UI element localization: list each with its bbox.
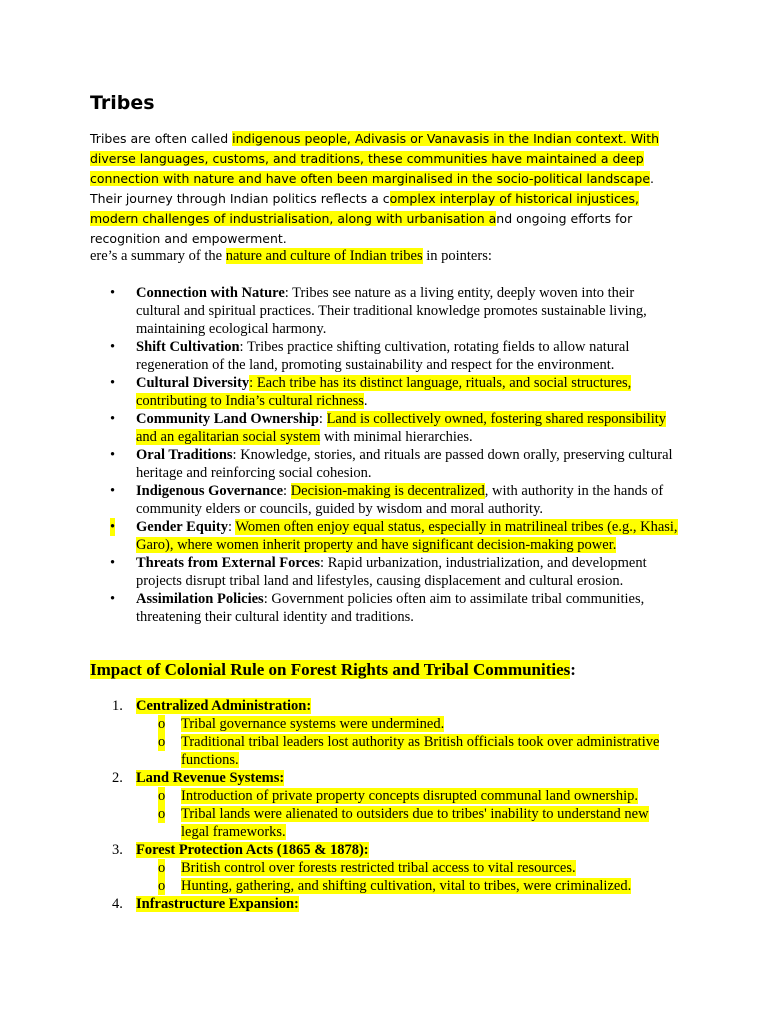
bullet-icon: • <box>110 447 116 463</box>
pointer-text: . <box>363 393 368 409</box>
pointer-highlight: Women often enjoy equal status, especially in matrilineal tribes (e.g., Khasi, Garo), where women inherit property and have significant decision-making power. <box>136 519 678 553</box>
impact-number: 4. <box>112 896 123 912</box>
sub-item <box>136 787 680 805</box>
sub-item-text: Tribal lands were alienated to outsiders due to tribes' inability to understand new legal frameworks. <box>181 806 649 840</box>
summary-text: ere’s a summary of the <box>90 248 226 264</box>
pointer-term: Cultural Diversity <box>136 375 250 391</box>
summary-highlight: nature and culture of Indian tribes <box>225 248 423 264</box>
bullet-icon: • <box>110 411 116 427</box>
pointer-text: , with authority in the hands of community elders or councils, guided by wisdom and moral authority. <box>136 483 664 517</box>
bullet-icon: • <box>110 483 116 499</box>
impact-heading-colon: : <box>570 660 576 679</box>
summary-text: in pointers: <box>422 248 492 264</box>
sub-item-text: Tribal governance systems were undermined. <box>181 716 445 732</box>
pointer-text: Knowledge, stories, and rituals are passed down orally, preserving cultural heritage and reinforcing social cohesion. <box>136 447 673 481</box>
sub-item-text: Traditional tribal leaders lost authority as British officials took over administrative functions. <box>181 734 660 768</box>
sub-bullet-icon: o <box>158 734 166 750</box>
impact-number: 3. <box>112 842 123 858</box>
pointer-list <box>90 284 680 626</box>
impact-item <box>90 697 680 769</box>
intro-highlight: indigenous people, Adivasis or Vanavasis in the Indian context. With diverse languages, customs, and traditions, these communities have maintained a deep connection with nature and have often been marginalised in the socio-political landscape <box>90 131 660 186</box>
sub-bullet-icon: o <box>158 716 166 732</box>
impact-sublist <box>136 787 680 841</box>
pointer-highlight: Land is collectively owned, fostering shared responsibility and an egalitarian social system <box>136 411 667 445</box>
intro-paragraph <box>90 129 680 249</box>
pointer-text: Government policies often aim to assimilate tribal communities, threatening their cultural identity and traditions. <box>136 591 645 625</box>
bullet-icon: • <box>110 519 116 535</box>
intro-text: nd ongoing efforts for recognition and empowerment. <box>90 211 633 246</box>
list-item <box>90 482 680 518</box>
list-item <box>90 590 680 626</box>
sub-item-text: British control over forests restricted tribal access to vital resources. <box>181 860 576 876</box>
impact-title: Land Revenue Systems: <box>136 770 285 786</box>
pointer-term: Gender Equity <box>136 519 228 535</box>
sub-item <box>136 733 680 769</box>
list-item <box>90 446 680 482</box>
sub-item-text: Introduction of private property concepts disrupted communal land ownership. <box>181 788 639 804</box>
pointer-separator: : <box>284 285 293 301</box>
impact-sublist <box>136 859 680 895</box>
pointer-separator: : <box>320 555 328 571</box>
sub-item <box>136 715 680 733</box>
pointer-term: Indigenous Governance <box>136 483 284 499</box>
pointer-text: Tribes see nature as a living entity, deeply woven into their cultural and spiritual practices. Their traditional knowledge promotes sustainable living, maintaining ecological harmony. <box>136 285 647 337</box>
summary-line <box>90 246 492 266</box>
pointer-text: with minimal hierarchies. <box>320 429 473 445</box>
sub-item-text: Hunting, gathering, and shifting cultivation, vital to tribes, were criminalized. <box>181 878 632 894</box>
list-item <box>90 554 680 590</box>
intro-text: Tribes are often called <box>90 131 233 146</box>
sub-item <box>136 805 680 841</box>
bullet-icon: • <box>110 375 116 391</box>
pointer-highlight: Decision-making is decentralized <box>290 483 485 499</box>
list-item <box>90 374 680 410</box>
impact-list <box>90 697 680 913</box>
pointer-separator: : <box>263 591 272 607</box>
pointer-highlight: : Each tribe has its distinct language, rituals, and social structures, contributing to India’s cultural richness <box>136 375 632 409</box>
pointer-text: Rapid urbanization, industrialization, and development projects disrupt tribal land and lifestyles, causing displacement and cultural erosion. <box>136 555 647 589</box>
pointer-term: Assimilation Policies <box>136 591 264 607</box>
impact-sublist <box>136 715 680 769</box>
page-title: Tribes <box>90 92 155 114</box>
pointer-text: Tribes practice shifting cultivation, rotating fields to allow natural regeneration of the land, promoting sustainability and respect for the environment. <box>136 339 630 373</box>
sub-bullet-icon: o <box>158 788 166 804</box>
sub-item <box>136 859 680 877</box>
intro-text: . Their journey through Indian politics reflects a c <box>90 171 655 206</box>
impact-title: Forest Protection Acts (1865 & 1878): <box>136 842 369 858</box>
list-item <box>90 338 680 374</box>
sub-bullet-icon: o <box>158 878 166 894</box>
bullet-icon: • <box>110 285 116 301</box>
impact-item <box>90 769 680 841</box>
impact-heading <box>90 658 576 682</box>
pointer-separator: : <box>283 483 291 499</box>
impact-number: 1. <box>112 698 123 714</box>
impact-item <box>90 895 680 913</box>
pointer-term: Oral Traditions <box>136 447 233 463</box>
sub-bullet-icon: o <box>158 860 166 876</box>
bullet-icon: • <box>110 339 116 355</box>
pointer-separator: : <box>232 447 241 463</box>
pointer-separator: : <box>227 519 236 535</box>
impact-title: Infrastructure Expansion: <box>136 896 299 912</box>
impact-heading-text: Impact of Colonial Rule on Forest Rights and Tribal Communities <box>90 660 571 679</box>
pointer-term: Connection with Nature <box>136 285 285 301</box>
impact-item <box>90 841 680 895</box>
pointer-term: Community Land Ownership <box>136 411 319 427</box>
pointer-separator: : <box>239 339 244 355</box>
pointer-term: Threats from External Forces <box>136 555 321 571</box>
bullet-icon: • <box>110 591 116 607</box>
list-item <box>90 518 680 554</box>
impact-title: Centralized Administration: <box>136 698 312 714</box>
impact-number: 2. <box>112 770 123 786</box>
sub-item <box>136 877 680 895</box>
pointer-term: Shift Cultivation <box>136 339 240 355</box>
list-item <box>90 284 680 338</box>
intro-highlight: omplex interplay of historical injustices, modern challenges of industrialisation, along with urbanisation a <box>90 191 640 226</box>
sub-bullet-icon: o <box>158 806 166 822</box>
pointer-separator: : <box>318 411 327 427</box>
bullet-icon: • <box>110 555 116 571</box>
list-item <box>90 410 680 446</box>
